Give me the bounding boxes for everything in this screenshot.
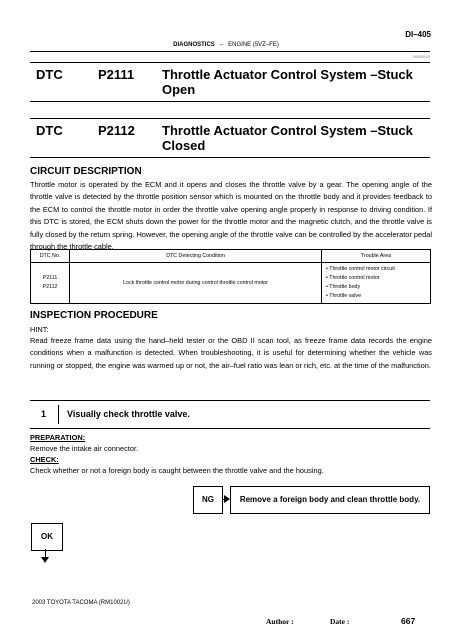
circuit-description-text: Throttle motor is operated by the ECM and it opens and closes the throttle valve by a gear. The opening angle of the throttle valve is detected by the throttle position sensor which is mounted on the throttle body and it provides feedback to the ECM to control the throttle motor in order the throttle valve opening angle properly in response to driving condition. If this DTC is stored, the ECM shuts down the power for the throttle motor and the magnetic clutch, and the throttle valve is fully closed by the return spring. However, the opening angle of the throttle valve can be controlled by the accelerator pedal through the throttle cable. (30, 180, 432, 252)
check-label: CHECK: (30, 455, 59, 464)
dtc-title: Throttle Actuator Control System –Stuck Closed (162, 123, 413, 153)
table-row (31, 263, 431, 304)
detecting-condition-cell: Lock throttle control motor during control throttle control motor (70, 263, 322, 304)
dtc-code-p2112: P2112 (42, 284, 58, 290)
trouble-area-item: • Throttle valve (326, 293, 362, 299)
hint-text: Read freeze frame data using the hand–held tester or the OBD II scan tool, as freeze frame data records the engine conditions when a malfunction is detected. When troubleshooting, it is useful for determining whether the vehicle was running or stopped, the engine was warmed up or not, the air–fuel ratio was lean or rich, etc. at the time of the malfunction. (30, 336, 432, 370)
inspection-procedure-heading: INSPECTION PROCEDURE (30, 310, 158, 321)
step-number: 1 (41, 409, 47, 419)
table-header-condition: DTC Detecting Condition (70, 250, 322, 263)
step-1-header (30, 400, 430, 429)
footer-manual: 2003 TOYOTA TACOMA (RM1002U) (32, 600, 130, 606)
doc-id: 000000-00 (413, 55, 430, 59)
header-rule (30, 51, 430, 52)
ng-result-box: NG (193, 486, 223, 514)
ng-action-box: Remove a foreign body and clean throttle body. (230, 486, 430, 514)
trouble-area-item: • Throttle control motor (326, 275, 380, 281)
header-subsection: ENGINE (5VZ–FE) (228, 42, 279, 48)
dtc-code: P2112 (98, 123, 135, 138)
dtc-block-p2111 (30, 62, 430, 102)
dtc-table (30, 249, 431, 304)
running-header (0, 42, 452, 48)
page-code: DI–405 (405, 30, 431, 39)
footer-page-number: 667 (401, 616, 416, 626)
preparation-label: PREPARATION: (30, 433, 86, 442)
dtc-block-p2112 (30, 118, 430, 158)
hint-label: HINT: (30, 325, 49, 334)
trouble-area-item: • Throttle control motor circuit (326, 266, 395, 272)
footer-date-label: Date : (330, 617, 350, 626)
ok-result-box: OK (31, 523, 63, 551)
step-title: Visually check throttle valve. (67, 409, 190, 419)
dtc-code: P2111 (98, 67, 135, 82)
dtc-codes-cell (31, 263, 70, 304)
check-text: Check whether or not a foreign body is caught between the throttle valve and the housing. (30, 466, 324, 475)
step-divider (58, 405, 59, 424)
preparation-text: Remove the intake air connector. (30, 444, 139, 453)
header-separator: – (219, 42, 224, 48)
dtc-label: DTC (36, 123, 63, 138)
arrow-down-icon (41, 557, 49, 563)
dtc-label: DTC (36, 67, 63, 82)
trouble-area-item: • Throttle body (326, 284, 361, 290)
circuit-description-heading: CIRCUIT DESCRIPTION (30, 166, 142, 177)
table-header-trouble-area: Trouble Area (322, 250, 431, 263)
footer-author-label: Author : (266, 617, 294, 626)
dtc-code-p2111: P2111 (42, 275, 58, 281)
header-section: DIAGNOSTICS (173, 42, 215, 48)
table-header-row (31, 250, 431, 263)
table-header-dtc-no: DTC No. (31, 250, 70, 263)
trouble-area-cell (322, 263, 431, 304)
dtc-title: Throttle Actuator Control System –Stuck Open (162, 67, 413, 97)
